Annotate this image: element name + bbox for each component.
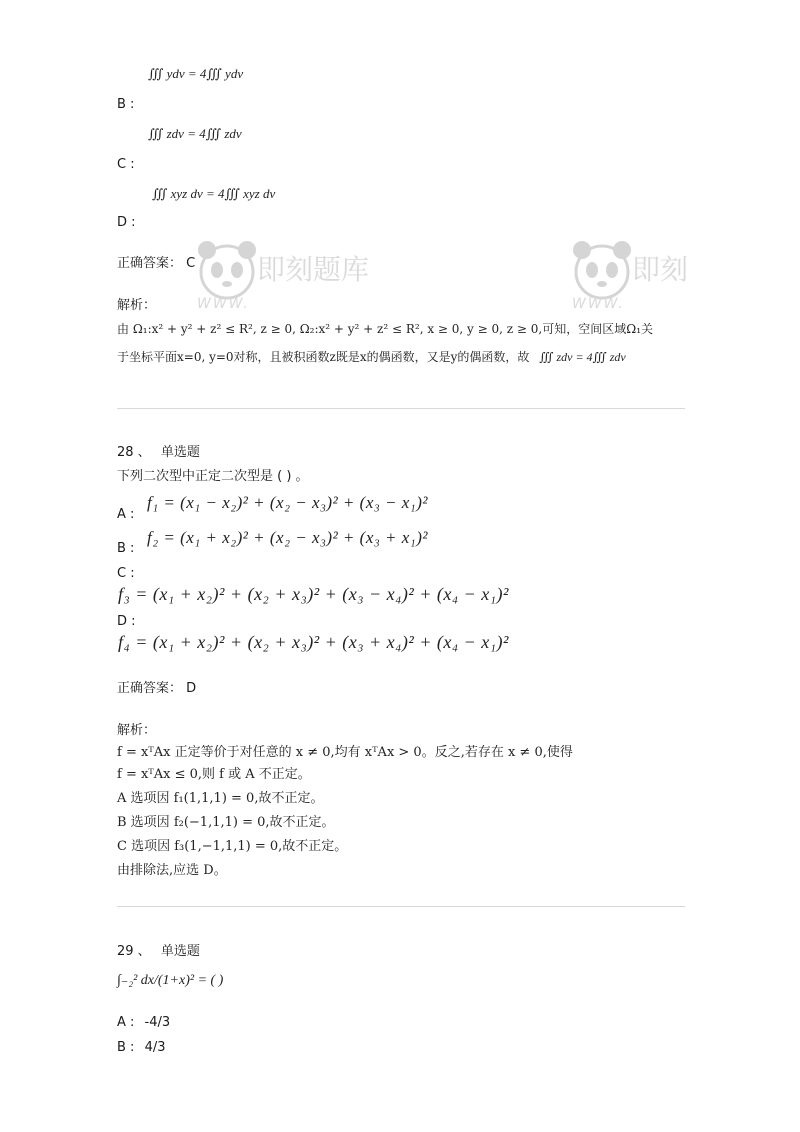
option-b-label: B :: [117, 97, 135, 112]
q29-option-b[interactable]: [117, 1039, 166, 1057]
answer-value: C: [186, 256, 196, 271]
answer-value: D: [186, 681, 197, 696]
watermark: [570, 238, 700, 318]
analysis-label: 解析：: [117, 298, 157, 313]
option-b-label: B :: [117, 541, 135, 556]
answer-label: 正确答案：: [117, 256, 183, 271]
question-number: 28 、: [117, 445, 151, 460]
analysis-line: A 选项因 f₁(1,1,1) = 0,故不正定。: [117, 791, 324, 806]
question-type: 单选题: [160, 944, 200, 959]
question-type: 单选题: [160, 445, 200, 460]
analysis-label: 解析：: [117, 723, 157, 738]
watermark: [195, 238, 375, 318]
analysis-line: f = xᵀAx 正定等价于对任意的 x ≠ 0,均有 xᵀAx > 0。反之,若存在 x ≠ 0,使得: [117, 745, 573, 760]
analysis-line: 由排除法,应选 D。: [117, 863, 227, 878]
analysis-block: [117, 742, 573, 882]
analysis-line-1: 由 Ω₁:x² + y² + z² ≤ R², z ≥ 0, Ω₂:x² + y² + z² ≤ R², x ≥ 0, y ≥ 0, z ≥ 0,可知，空间区域Ω₁关: [117, 322, 653, 336]
analysis-line: B 选项因 f₂(−1,1,1) = 0,故不正定。: [117, 815, 335, 830]
q28-stem: 下列二次型中正定二次型是 ( ) 。: [117, 469, 309, 484]
option-d-formula: f₄ = (x₁ + x₂)² + (x₂ + x₃)² + (x₃ + x₄)² + (x₄ − x₁)²: [118, 632, 509, 652]
analysis-line-2: 于坐标平面x=0, y=0对称，且被积函数z既是x的偶函数，又是y的偶函数，故 ∭ zdv = 4∭ zdv: [117, 350, 626, 364]
option-a-formula: f₁ = (x₁ − x₂)² + (x₂ − x₃)² + (x₃ − x₁)²: [147, 493, 428, 512]
option-b-formula: ∭ ydv = 4∭ ydv: [148, 66, 244, 81]
option-c-formula: ∭ zdv = 4∭ zdv: [148, 126, 242, 141]
q29-stem-integral: ∫₋₂² dx/(1+x)² = ( ): [117, 973, 224, 988]
option-d-label: D :: [117, 215, 136, 230]
q29-header: [117, 943, 200, 961]
answer-row: [117, 255, 195, 273]
q29-option-a[interactable]: [117, 1014, 170, 1032]
option-c-label: C :: [117, 566, 135, 581]
answer-label: 正确答案：: [117, 681, 183, 696]
option-b-value: 4/3: [144, 1040, 166, 1055]
question-divider: [117, 906, 685, 907]
question-divider: [117, 408, 685, 409]
option-a-label: A :: [117, 507, 135, 522]
watermark-url: WWW.: [572, 296, 625, 312]
watermark-text: 即刻题库: [257, 253, 370, 286]
analysis-line: C 选项因 f₃(1,−1,1,1) = 0,故不正定。: [117, 839, 348, 854]
answer-row: [117, 680, 196, 698]
option-b-formula: f₂ = (x₁ + x₂)² + (x₂ − x₃)² + (x₃ + x₁)²: [147, 528, 428, 547]
option-d-label: D :: [117, 614, 136, 629]
analysis-line-2-formula: ∭ zdv = 4∭ zdv: [539, 350, 626, 364]
watermark-url: WWW.: [197, 296, 250, 312]
panda-icon: [195, 238, 259, 302]
option-c-label: C :: [117, 157, 135, 172]
watermark-text: 即刻: [632, 253, 689, 286]
option-c-formula: f₃ = (x₁ + x₂)² + (x₂ + x₃)² + (x₃ − x₄)² + (x₄ − x₁)²: [118, 584, 509, 604]
option-d-formula: ∭ xyz dv = 4∭ xyz dv: [152, 186, 276, 201]
q28-header: [117, 444, 200, 462]
question-number: 29 、: [117, 944, 151, 959]
option-a-label: A :: [117, 1015, 135, 1030]
panda-icon: [570, 238, 634, 302]
option-b-label: B :: [117, 1040, 135, 1055]
option-a-value: -4/3: [144, 1015, 171, 1030]
analysis-line: f = xᵀAx ≤ 0,则 f 或 A 不正定。: [117, 767, 311, 782]
